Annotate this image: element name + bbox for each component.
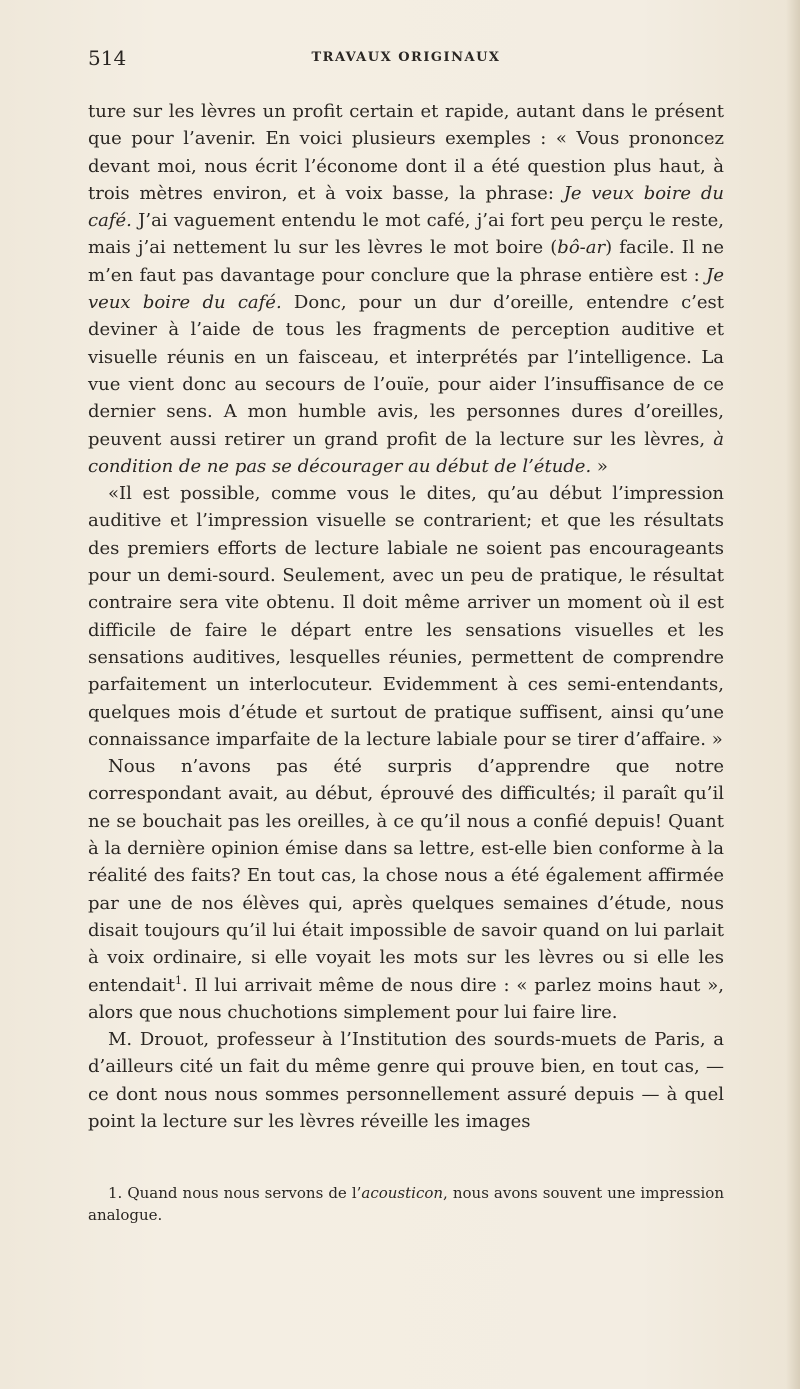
text-run: . Il lui arrivait même de nous dire : « parlez moins haut », alors que nous chuchotions simplement pour lui faire lire. bbox=[88, 974, 724, 1023]
italic-text: acousticon bbox=[361, 1184, 444, 1202]
text-run: M. Drouot, professeur à l’Institution des sourds-muets de Paris, a d’ailleurs cité un fait du même genre qui prouve bien, en tout cas, — ce dont nous nous sommes personnellement assuré depuis — à quel point la lecture sur les lèvres réveille les images bbox=[88, 1029, 724, 1132]
italic-text: bô-ar bbox=[557, 237, 606, 259]
italic-text: Je veux boire du café. bbox=[88, 264, 724, 314]
italic-text: à condition de ne pas se décourager au début de l’étude. bbox=[88, 428, 724, 477]
paragraph bbox=[88, 480, 724, 753]
footnote bbox=[88, 1182, 724, 1226]
page-edge-shadow bbox=[786, 0, 800, 1389]
text-run: ) facile. Il ne m’en faut pas davantage pour conclure que la phrase entière est : bbox=[88, 237, 724, 286]
text-run: Nous n’avons pas été surpris d’apprendre que notre correspondant avait, au début, éprouvé des difficultés; il paraît qu’il ne se bouchait pas les oreilles, à ce qu’il nous a confié depuis! Quant à la dernière opinion émise dans sa lettre, est-elle bien conforme à la réalité des faits? En tout cas, la chose nous a été également affirmée par une de nos élèves qui, après quelques semaines d’étude, nous disait toujours qu’il lui était impossible de savoir quand on lui parlait à voix ordinaire, si elle voyait les mots sur les lèvres ou si elle les entendait bbox=[88, 756, 724, 996]
page-number: 514 bbox=[88, 46, 127, 70]
footnote-marker: 1 bbox=[174, 973, 182, 987]
paragraph bbox=[88, 1026, 724, 1135]
italic-text: Je veux boire du café. bbox=[88, 182, 724, 232]
paragraph bbox=[88, 753, 724, 1026]
text-run: ture sur les lèvres un profit certain et rapide, autant dans le présent que pour l’avenir. En voici plusieurs exemples : « Vous prononcez devant moi, nous écrit l’économe dont il a été question plus haut, à trois mètres environ, et à voix basse, la phrase: bbox=[88, 101, 724, 204]
running-head: TRAVAUX ORIGINAUX bbox=[311, 50, 501, 65]
text-run: , nous avons souvent une impression analogue. bbox=[88, 1184, 724, 1224]
text-run: 1. Quand nous nous servons de l’ bbox=[108, 1184, 362, 1202]
text-run: J’ai vaguement entendu le mot café, j’ai fort peu perçu le reste, mais j’ai nettement lu sur les lèvres le mot boire ( bbox=[88, 210, 724, 259]
text-run: «Il est possible, comme vous le dites, qu’au début l’impression auditive et l’impression visuelle se contrarient; et que les résultats des premiers efforts de lecture labiale ne soient pas encourageants pour un demi-sourd. Seulement, avec un peu de pratique, le résultat contraire sera vite obtenu. Il doit même arriver un moment où il est difficile de faire le départ entre les sensations visuelles et les sensations auditives, lesquelles réunies, permettent de comprendre parfaitement un interlocuteur. Evidemment à ces semi-entendants, quelques mois d’étude et surtout de pratique suffisent, ainsi qu’une connaissance imparfaite de la lecture labiale pour se tirer d’affaire. » bbox=[88, 483, 724, 750]
text-run: Donc, pour un dur d’oreille, entendre c’est deviner à l’aide de tous les fragments de perception auditive et visuelle réunis en un faisceau, et interprétés par l’intelligence. La vue vient donc au secours de l’ouïe, pour aider l’insuffisance de ce dernier sens. A mon humble avis, les personnes dures d’oreilles, peuvent aussi retirer un grand profit de la lecture sur les lèvres, bbox=[88, 292, 724, 450]
paragraph bbox=[88, 98, 724, 480]
page-header bbox=[88, 46, 724, 76]
body-text bbox=[88, 98, 724, 1135]
text-run: » bbox=[591, 455, 608, 477]
